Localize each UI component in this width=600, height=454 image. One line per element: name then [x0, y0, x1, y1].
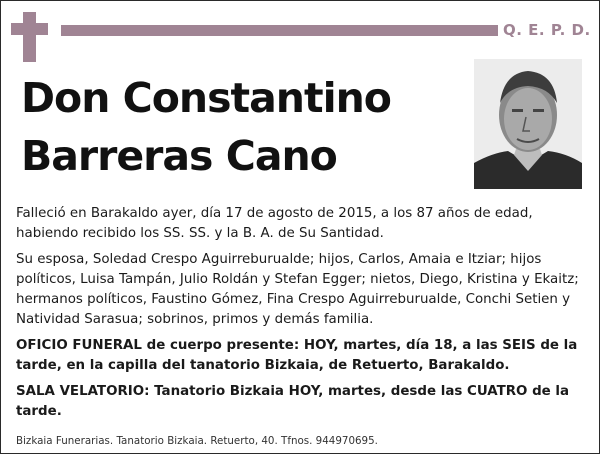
header-rule — [61, 25, 498, 36]
obituary-body — [16, 204, 588, 428]
funeral-home-footer: Bizkaia Funerarias. Tanatorio Bizkaia. Retuerto, 40. Tfnos. 944970695. — [16, 435, 378, 447]
cross-icon-bar — [11, 23, 48, 35]
qepd-label: Q. E. P. D. — [503, 21, 591, 39]
family-list: Su esposa, Soledad Crespo Aguirreburualde; hijos, Carlos, Amaia e Itziar; hijos políticos, Luisa Tampán, Julio Roldán y Stefan Egger; nietos, Diego, Kristina y Ekaitz; hermanos políticos, Faustino Gómez, Fina Crespo Aguirreburualde, Conchi Setien y Natividad Sarasua; sobrinos, primos y demás familia. — [16, 252, 579, 327]
portrait-photo — [474, 59, 582, 189]
funeral-service: OFICIO FUNERAL de cuerpo presente: HOY, martes, día 18, a las SEIS de la tarde, en la capilla del tanatorio Bizkaia, de Retuerto, Barakaldo. — [16, 338, 578, 373]
cross-icon — [23, 12, 36, 62]
name-line-1: Don Constantino — [21, 74, 391, 122]
deceased-name — [21, 69, 391, 185]
portrait-image — [474, 59, 582, 189]
wake-room: SALA VELATORIO: Tanatorio Bizkaia HOY, martes, desde las CUATRO de la tarde. — [16, 384, 570, 419]
death-announcement: Falleció en Barakaldo ayer, día 17 de agosto de 2015, a los 87 años de edad, habiendo recibido los SS. SS. y la B. A. de Su Santidad. — [16, 206, 533, 241]
name-line-2: Barreras Cano — [21, 132, 337, 180]
